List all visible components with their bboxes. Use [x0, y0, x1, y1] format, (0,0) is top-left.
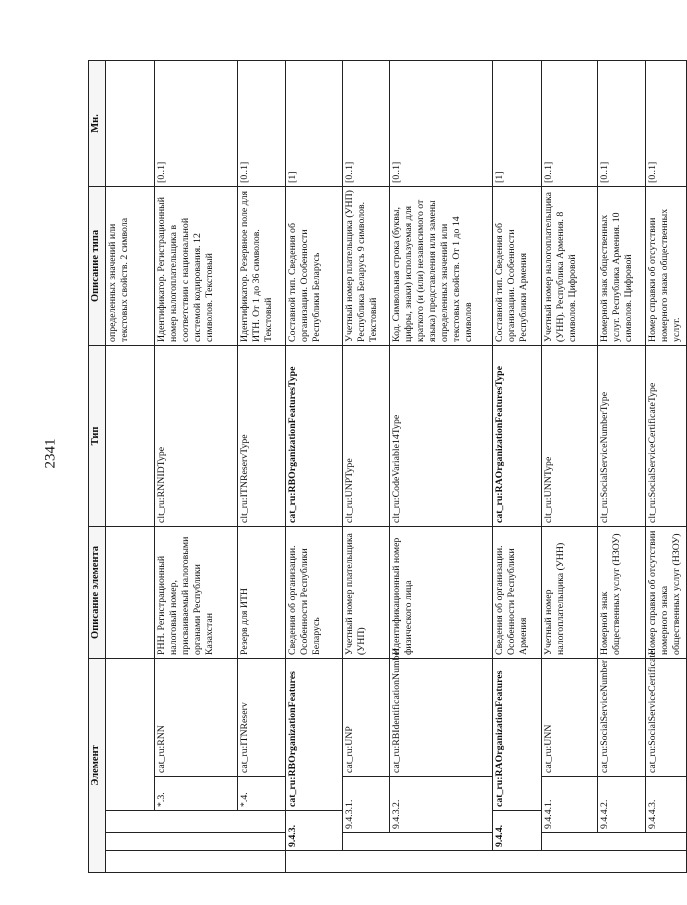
header-row [89, 60, 106, 872]
type-cell: clt_ru:UNNType [542, 345, 598, 526]
table-row [542, 60, 598, 872]
element-number-cell: *.4. [238, 777, 286, 811]
multiplicity-cell [106, 60, 155, 186]
multiplicity-cell: [0..1] [343, 60, 390, 186]
table-row [155, 60, 238, 872]
element-name-cell: cat_ru:SocialServiceCertificate [646, 658, 687, 776]
indent-cell [390, 851, 493, 873]
indent-cell [106, 811, 155, 833]
indent-cell [343, 851, 390, 873]
indent-cell [155, 851, 238, 873]
element-table [88, 60, 687, 873]
element-number-cell: 9.4.4. [493, 811, 542, 851]
element-name-cell: cat_ru:ITNReserv [238, 658, 286, 776]
element-description-cell: Идентификационный номер физического лица [390, 526, 493, 658]
element-number-cell: 9.4.4.3. [646, 777, 687, 833]
element-name-cell: cat_ru:SocialServiceNumber [598, 658, 646, 776]
type-cell: clt_ru:UNPType [343, 345, 390, 526]
multiplicity-cell: [0..1] [598, 60, 646, 186]
type-description-cell: Идентификатор. Резервное поле для ИТН. От 1 до 36 символов. Текстовый [238, 186, 286, 345]
type-cell: clt_ru:ITNReservType [238, 345, 286, 526]
element-description-cell [106, 526, 155, 658]
indent-cell [238, 851, 286, 873]
element-name-cell [106, 658, 155, 810]
type-description-cell: Составной тип. Сведения об организации. Особенности Республики Армения [493, 186, 542, 345]
element-description-cell: Номер справки об отсутствии номерного знака общественных услуг (НЗОУ) [646, 526, 687, 658]
document-table-wrapper [88, 61, 682, 873]
indent-cell [646, 851, 687, 873]
type-description-cell: Учетный номер налогоплательщика (УНН). Республика Армения. 8 символов. Цифровой [542, 186, 598, 345]
indent-cell [542, 851, 598, 873]
indent-cell [106, 833, 155, 851]
element-name-cell: cat_ru:RBIdentificationNumber [390, 658, 493, 776]
type-description-cell: Учетный номер плательщика (УНП) Республика Беларусь 9 символов. Текстовый [343, 186, 390, 345]
page-number [38, 436, 64, 470]
table-row [646, 60, 687, 872]
element-description-cell: Учетный номер плательщика (УНП) [343, 526, 390, 658]
table-row [343, 60, 390, 872]
element-number-cell: *.3. [155, 777, 238, 811]
indent-cell [155, 811, 238, 833]
indent-cell [155, 833, 238, 851]
multiplicity-cell: [0..1] [390, 60, 493, 186]
type-cell: clt_ru:SocialServiceNumberType [598, 345, 646, 526]
multiplicity-cell: [0..1] [155, 60, 238, 186]
element-number-cell: 9.4.4.2. [598, 777, 646, 833]
indent-cell [598, 851, 646, 873]
page-number-text: 2341 [42, 438, 59, 468]
indent-cell [238, 833, 286, 851]
indent-cell [390, 833, 493, 851]
indent-cell [286, 851, 343, 873]
header-multiplicity: Мн. [89, 60, 106, 186]
type-cell: clt_ru:RNNIDType [155, 345, 238, 526]
indent-cell [598, 833, 646, 851]
element-description-cell: Сведения об организации. Особенности Республики Армения [493, 526, 542, 658]
element-number-cell: 9.4.3. [286, 811, 343, 851]
type-cell [106, 345, 155, 526]
indent-cell [542, 833, 598, 851]
header-type: Тип [89, 345, 106, 526]
type-cell: cat_ru:RAOrganizationFeaturesType [493, 345, 542, 526]
table-row [286, 60, 343, 872]
type-description-cell: Номерной знак общественных услуг. Республика Армения. 10 символов. Цифровой [598, 186, 646, 345]
element-number-cell: 9.4.3.2. [390, 777, 493, 833]
indent-cell [238, 811, 286, 833]
element-name-cell: cat_ru:RAOrganizationFeatures [493, 658, 542, 810]
multiplicity-cell: [1] [493, 60, 542, 186]
multiplicity-cell: [0..1] [646, 60, 687, 186]
type-cell: cat_ru:RBOrganizationFeaturesType [286, 345, 343, 526]
multiplicity-cell: [0..1] [542, 60, 598, 186]
type-description-cell: Номер справки об отсутствии номерного знака общественных услуг. [646, 186, 687, 345]
table-row [390, 60, 493, 872]
multiplicity-cell: [0..1] [238, 60, 286, 186]
header-description: Описание элемента [89, 526, 106, 658]
type-description-cell: Код. Символьная строка (буквы, цифры, знаки) используемая для краткого (и (или) независимого от языка) представления или замены определенных значений или текстовых свойств. От 1 до 14 символов [390, 186, 493, 345]
header-type-description: Описание типа [89, 186, 106, 345]
table-row [493, 60, 542, 872]
element-description-cell: Номерной знак общественных услуг (НЗОУ) [598, 526, 646, 658]
table-row [598, 60, 646, 872]
type-description-cell: Идентификатор. Регистрационный номер налогоплательщика в соответствии с национальной системой кодирования. 12 символов. Текстовый [155, 186, 238, 345]
type-cell: clt_ru:CodeVariable14Type [390, 345, 493, 526]
element-description-cell: Учетный номер налогоплательщика (УНН) [542, 526, 598, 658]
table-row [106, 60, 155, 872]
multiplicity-cell: [1] [286, 60, 343, 186]
element-name-cell: cat_ru:RNN [155, 658, 238, 776]
indent-cell [646, 833, 687, 851]
element-description-cell: РНН. Регистрационный налоговый номер, присваиваемый налоговыми органами Республики Казахстан [155, 526, 238, 658]
element-name-cell: cat_ru:UNN [542, 658, 598, 776]
type-cell: clt_ru:SocialServiceCertificateType [646, 345, 687, 526]
indent-cell [343, 833, 390, 851]
header-element: Элемент [89, 658, 106, 872]
type-description-cell: Составной тип. Сведения об организации. Особенности Республики Беларусь [286, 186, 343, 345]
type-description-cell: определенных значений или текстовых свойств. 2 символа [106, 186, 155, 345]
element-number-cell: 9.4.4.1. [542, 777, 598, 833]
element-number-cell: 9.4.3.1. [343, 777, 390, 833]
element-description-cell: Сведения об организации. Особенности Республики Беларусь [286, 526, 343, 658]
indent-cell [106, 851, 155, 873]
indent-cell [493, 851, 542, 873]
element-name-cell: cat_ru:UNP [343, 658, 390, 776]
element-description-cell: Резерв для ИТН [238, 526, 286, 658]
table-row [238, 60, 286, 872]
element-name-cell: cat_ru:RBOrganizationFeatures [286, 658, 343, 810]
